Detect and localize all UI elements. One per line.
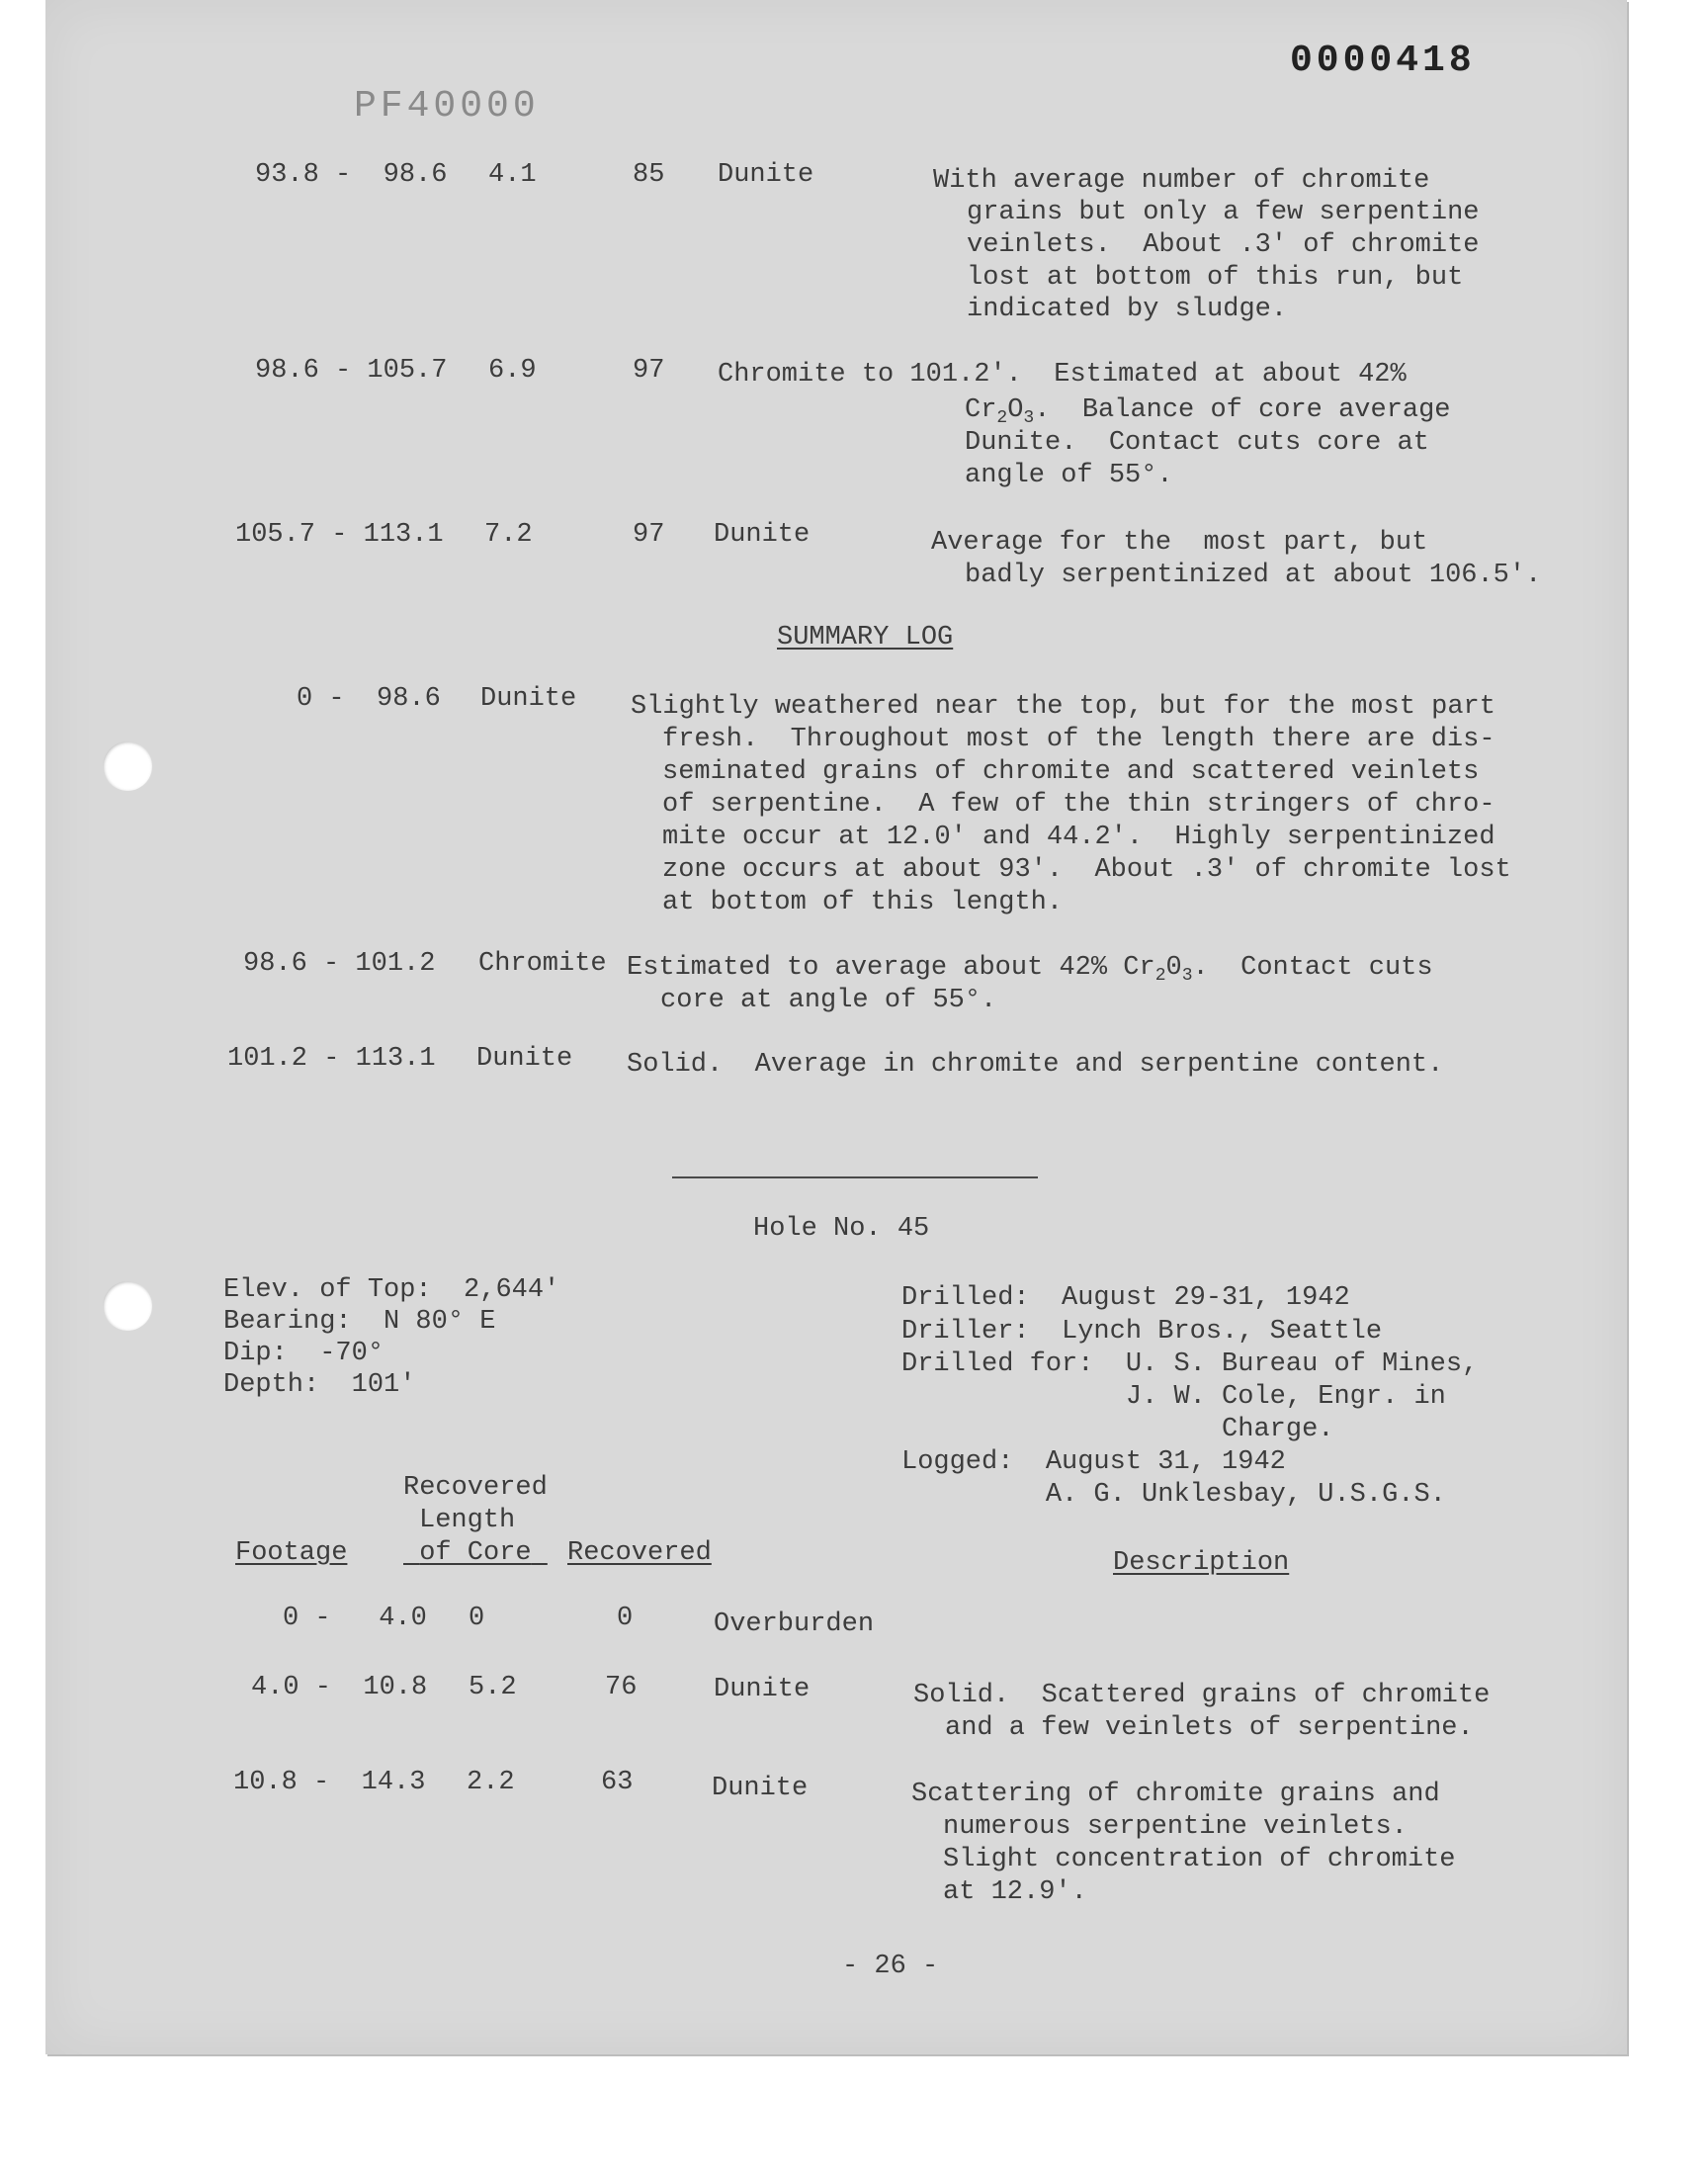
summary-row-2-footage: 98.6 - 101.2: [243, 949, 436, 979]
log-row-1-desc-2: grains but only a few serpentine: [967, 198, 1480, 227]
summary-log-title: SUMMARY LOG: [777, 623, 954, 652]
summary-row-1-desc-3: seminated grains of chromite and scattered veinlets: [662, 757, 1480, 787]
hole-row-2-length: 5.2: [469, 1673, 517, 1702]
log-row-1-desc-5: indicated by sludge.: [967, 295, 1288, 324]
summary-row-1-desc-1: Slightly weathered near the top, but for the most part: [631, 692, 1495, 722]
faded-stamp: PF40000: [354, 85, 540, 128]
log-row-1-recovered: 85: [633, 160, 665, 190]
log-row-2-desc-2: Dunite. Contact cuts core at: [965, 428, 1429, 458]
log-row-1-footage: 93.8 - 98.6: [255, 160, 448, 190]
hole-info-right-4: J. W. Cole, Engr. in: [901, 1382, 1446, 1412]
summary-row-1-desc-7: at bottom of this length.: [662, 888, 1064, 917]
hole-row-1-recovered: 0: [617, 1604, 634, 1633]
log-row-2-recovered: 97: [633, 356, 665, 386]
hole-row-1-rock: Overburden: [714, 1610, 875, 1639]
summary-row-1-desc-4: of serpentine. A few of the thin stringers of chro-: [662, 790, 1495, 820]
hole-row-3-desc-3: Slight concentration of chromite: [943, 1845, 1456, 1874]
log-row-3-rock: Dunite: [714, 520, 811, 550]
hole-info-right-3: Drilled for: U. S. Bureau of Mines,: [901, 1349, 1479, 1379]
section-divider: [672, 1176, 1038, 1178]
header-length-line2: Length: [419, 1506, 516, 1535]
header-footage: Footage: [235, 1538, 348, 1568]
paper-sheet: [45, 0, 1627, 2054]
log-row-3-footage: 105.7 - 113.1: [235, 520, 444, 550]
log-row-1-desc-3: veinlets. About .3' of chromite: [967, 230, 1480, 260]
hole-row-3-recovered: 63: [601, 1768, 634, 1797]
hole-info-left-1: Elev. of Top: 2,644': [223, 1275, 560, 1305]
summary-row-1-desc-5: mite occur at 12.0' and 44.2'. Highly serpentinized: [662, 823, 1495, 852]
summary-row-3-rock: Dunite: [476, 1044, 573, 1074]
hole-row-3-desc-4: at 12.9'.: [943, 1877, 1087, 1907]
hole-info-left-4: Depth: 101': [223, 1370, 416, 1400]
hole-row-3-footage: 10.8 - 14.3: [233, 1768, 426, 1797]
hole-info-right-6: Logged: August 31, 1942: [901, 1447, 1286, 1477]
log-row-3-recovered: 97: [633, 520, 665, 550]
hole-info-left-2: Bearing: N 80° E: [223, 1307, 496, 1337]
log-row-2-desc-3: angle of 55°.: [965, 461, 1173, 490]
hole-row-2-desc-2: and a few veinlets of serpentine.: [945, 1713, 1474, 1743]
log-row-1-desc-1: With average number of chromite: [933, 166, 1430, 196]
log-row-2-footage: 98.6 - 105.7: [255, 356, 448, 386]
hole-info-right-5: Charge.: [901, 1415, 1334, 1444]
hole-row-1-length: 0: [469, 1604, 485, 1633]
log-row-2-desc-1: $Cr_2O_3$. Balance of core average: [965, 395, 1451, 428]
header-length-line3: of Core: [419, 1538, 532, 1568]
hole-row-3-desc-1: Scattering of chromite grains and: [911, 1780, 1440, 1809]
hole-row-2-desc-1: Solid. Scattered grains of chromite: [913, 1681, 1491, 1710]
log-row-1-desc-4: lost at bottom of this run, but: [967, 263, 1464, 293]
punch-hole-upper: [103, 741, 152, 791]
hole-row-3-length: 2.2: [467, 1768, 515, 1797]
hole-info-right-7: A. G. Unklesbay, U.S.G.S.: [901, 1480, 1446, 1510]
summary-row-2-desc-2: core at angle of 55°.: [660, 986, 997, 1015]
page-number: - 26 -: [842, 1952, 939, 1981]
hole-row-3-rock: Dunite: [712, 1774, 809, 1803]
hole-row-2-recovered: 76: [605, 1673, 638, 1702]
summary-row-1-desc-2: fresh. Throughout most of the length there are dis-: [662, 725, 1495, 754]
header-length-line1: Recovered: [403, 1473, 548, 1503]
log-row-2-length: 6.9: [488, 356, 537, 386]
hole-row-3-desc-2: numerous serpentine veinlets.: [943, 1812, 1408, 1842]
hole-row-2-rock: Dunite: [714, 1675, 811, 1704]
hole-row-2-footage: 4.0 - 10.8: [251, 1673, 428, 1702]
punch-hole-lower: [103, 1281, 152, 1331]
log-row-3-desc-1: Average for the most part, but: [931, 528, 1428, 558]
document-number-stamp: 0000418: [1290, 40, 1476, 82]
summary-row-1-footage: 0 - 98.6: [297, 684, 441, 714]
hole-row-1-footage: 0 - 4.0: [283, 1604, 427, 1633]
header-description: Description: [1113, 1548, 1290, 1578]
header-recovered: Recovered: [567, 1538, 712, 1568]
summary-row-2-desc-1: Estimated to average about 42% $Cr_20_3$. Contact cuts: [627, 953, 1433, 986]
hole-info-left-3: Dip: -70°: [223, 1339, 384, 1368]
log-row-3-length: 7.2: [484, 520, 533, 550]
hole-info-right-1: Drilled: August 29-31, 1942: [901, 1283, 1350, 1313]
log-row-2-rock: Chromite to 101.2'. Estimated at about 42%: [718, 360, 1407, 390]
hole-title: Hole No. 45: [753, 1214, 930, 1244]
summary-row-3-footage: 101.2 - 113.1: [227, 1044, 436, 1074]
summary-row-3-desc-1: Solid. Average in chromite and serpentine content.: [627, 1050, 1444, 1080]
summary-row-1-desc-6: zone occurs at about 93'. About .3' of chromite lost: [662, 855, 1511, 885]
log-row-1-rock: Dunite: [718, 160, 814, 190]
hole-info-right-2: Driller: Lynch Bros., Seattle: [901, 1317, 1383, 1347]
summary-row-2-rock: Chromite: [478, 949, 607, 979]
summary-row-1-rock: Dunite: [480, 684, 577, 714]
log-row-1-length: 4.1: [488, 160, 537, 190]
log-row-3-desc-2: badly serpentinized at about 106.5'.: [965, 561, 1542, 590]
